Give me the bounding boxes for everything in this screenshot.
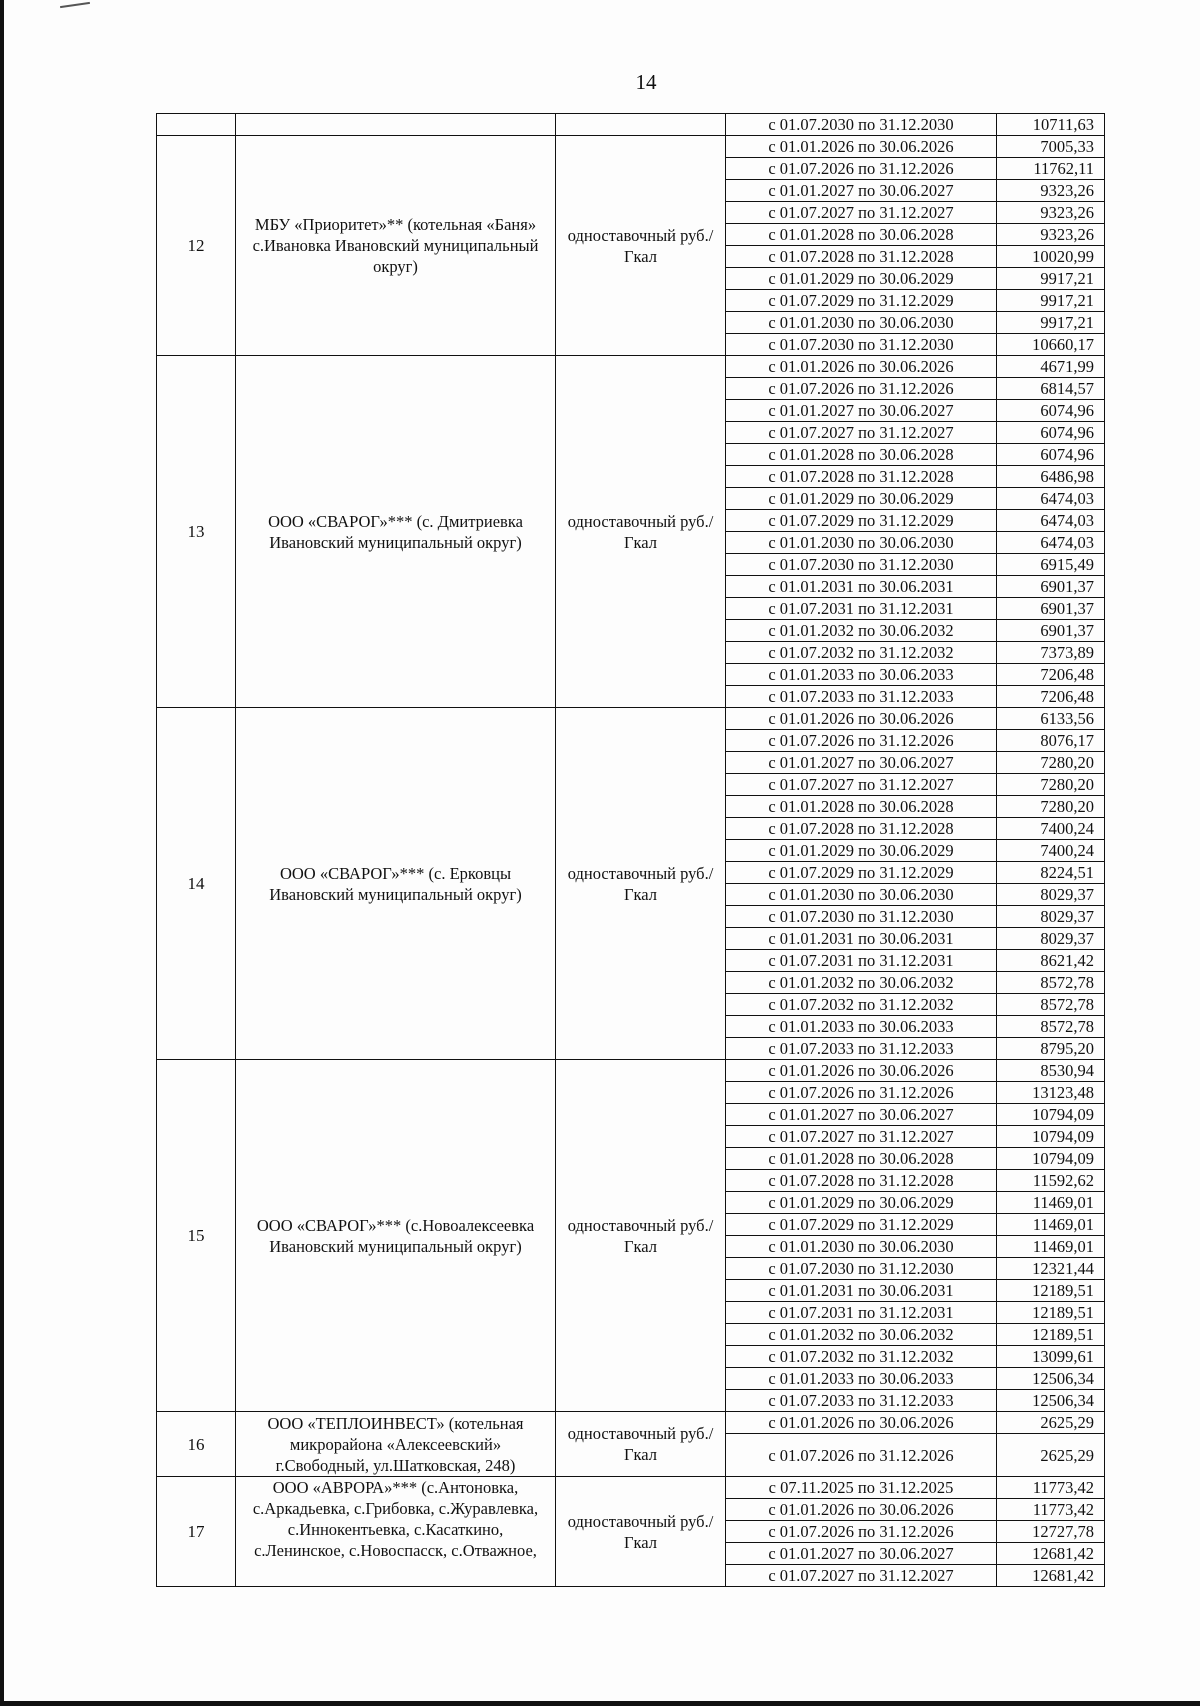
period-cell: с 01.07.2026 по 31.12.2026 — [726, 1434, 997, 1477]
period-cell: с 01.01.2026 по 30.06.2026 — [726, 356, 997, 378]
period-cell: с 01.01.2027 по 30.06.2027 — [726, 180, 997, 202]
value-cell: 8224,51 — [997, 862, 1105, 884]
value-cell: 8029,37 — [997, 928, 1105, 950]
value-cell: 6915,49 — [997, 554, 1105, 576]
period-cell: с 01.07.2027 по 31.12.2027 — [726, 422, 997, 444]
row-number-cell: 16 — [157, 1412, 236, 1477]
scan-left-edge — [0, 0, 4, 1706]
tariff-type-cell: одноставочный руб./Гкал — [556, 1060, 726, 1412]
period-cell: с 01.01.2030 по 30.06.2030 — [726, 312, 997, 334]
period-cell: с 01.01.2032 по 30.06.2032 — [726, 972, 997, 994]
period-cell: с 01.07.2027 по 31.12.2027 — [726, 1126, 997, 1148]
period-cell: с 01.01.2033 по 30.06.2033 — [726, 664, 997, 686]
value-cell: 7373,89 — [997, 642, 1105, 664]
value-cell: 12681,42 — [997, 1543, 1105, 1565]
value-cell: 12506,34 — [997, 1368, 1105, 1390]
scan-speck — [60, 2, 90, 8]
value-cell: 8029,37 — [997, 884, 1105, 906]
period-cell: с 01.07.2033 по 31.12.2033 — [726, 1038, 997, 1060]
value-cell: 6074,96 — [997, 444, 1105, 466]
period-cell: с 01.01.2029 по 30.06.2029 — [726, 1192, 997, 1214]
period-cell: с 01.07.2027 по 31.12.2027 — [726, 202, 997, 224]
value-cell: 8530,94 — [997, 1060, 1105, 1082]
table-row — [157, 1412, 1105, 1434]
value-cell: 7280,20 — [997, 796, 1105, 818]
value-cell: 9323,26 — [997, 224, 1105, 246]
value-cell: 11469,01 — [997, 1192, 1105, 1214]
value-cell: 7206,48 — [997, 664, 1105, 686]
org-cell — [236, 114, 556, 136]
period-cell: с 01.01.2026 по 30.06.2026 — [726, 1499, 997, 1521]
period-cell: с 01.07.2033 по 31.12.2033 — [726, 686, 997, 708]
period-cell: с 01.01.2026 по 30.06.2026 — [726, 1060, 997, 1082]
period-cell: с 01.01.2031 по 30.06.2031 — [726, 928, 997, 950]
period-cell: с 01.07.2027 по 31.12.2027 — [726, 774, 997, 796]
value-cell: 8572,78 — [997, 994, 1105, 1016]
value-cell: 6133,56 — [997, 708, 1105, 730]
period-cell: с 01.07.2028 по 31.12.2028 — [726, 818, 997, 840]
period-cell: с 01.01.2027 по 30.06.2027 — [726, 1104, 997, 1126]
period-cell: с 01.01.2030 по 30.06.2030 — [726, 884, 997, 906]
value-cell: 8572,78 — [997, 1016, 1105, 1038]
organization-cell: МБУ «Приоритет»** (котельная «Баня» с.Ивановка Ивановский муниципальный округ) — [236, 136, 556, 356]
period-cell: с 01.07.2026 по 31.12.2026 — [726, 1521, 997, 1543]
period-cell: с 01.01.2033 по 30.06.2033 — [726, 1368, 997, 1390]
value-cell: 7400,24 — [997, 818, 1105, 840]
period-cell: с 01.01.2029 по 30.06.2029 — [726, 268, 997, 290]
value-cell: 6074,96 — [997, 422, 1105, 444]
value-cell: 9917,21 — [997, 268, 1105, 290]
period-cell: с 01.07.2026 по 31.12.2026 — [726, 1082, 997, 1104]
value-cell: 10020,99 — [997, 246, 1105, 268]
period-cell: с 01.07.2028 по 31.12.2028 — [726, 466, 997, 488]
period-cell: с 01.07.2026 по 31.12.2026 — [726, 730, 997, 752]
period-cell: с 01.07.2030 по 31.12.2030 — [726, 114, 997, 136]
period-cell: с 01.01.2027 по 30.06.2027 — [726, 400, 997, 422]
period-cell: с 01.07.2032 по 31.12.2032 — [726, 642, 997, 664]
table-row — [157, 136, 1105, 158]
value-cell: 7206,48 — [997, 686, 1105, 708]
period-cell: с 01.07.2029 по 31.12.2029 — [726, 290, 997, 312]
table-row — [157, 708, 1105, 730]
value-cell: 11592,62 — [997, 1170, 1105, 1192]
period-cell: с 01.01.2027 по 30.06.2027 — [726, 752, 997, 774]
period-cell: с 01.07.2030 по 31.12.2030 — [726, 1258, 997, 1280]
organization-cell: ООО «ТЕПЛОИНВЕСТ» (котельная микрорайона «Алексеевский» г.Свободный, ул.Шатковская, 248) — [236, 1412, 556, 1477]
value-cell: 13123,48 — [997, 1082, 1105, 1104]
num-cell — [157, 114, 236, 136]
value-cell: 11469,01 — [997, 1214, 1105, 1236]
row-number-cell: 12 — [157, 136, 236, 356]
value-cell: 12189,51 — [997, 1324, 1105, 1346]
period-cell: с 01.07.2031 по 31.12.2031 — [726, 598, 997, 620]
period-cell: с 01.07.2030 по 31.12.2030 — [726, 334, 997, 356]
row-number-cell: 14 — [157, 708, 236, 1060]
value-cell: 8572,78 — [997, 972, 1105, 994]
period-cell: с 01.07.2028 по 31.12.2028 — [726, 1170, 997, 1192]
value-cell: 9323,26 — [997, 180, 1105, 202]
period-cell: с 01.01.2027 по 30.06.2027 — [726, 1543, 997, 1565]
period-cell: с 01.01.2026 по 30.06.2026 — [726, 708, 997, 730]
value-cell: 7005,33 — [997, 136, 1105, 158]
period-cell: с 01.01.2028 по 30.06.2028 — [726, 444, 997, 466]
organization-cell: ООО «СВАРОГ»*** (с. Ерковцы Ивановский муниципальный округ) — [236, 708, 556, 1060]
table-row — [157, 1060, 1105, 1082]
period-cell: с 01.01.2028 по 30.06.2028 — [726, 1148, 997, 1170]
period-cell: с 01.07.2026 по 31.12.2026 — [726, 378, 997, 400]
row-number-cell: 17 — [157, 1477, 236, 1587]
value-cell: 8795,20 — [997, 1038, 1105, 1060]
table-row — [157, 1477, 1105, 1499]
tariff-type-cell: одноставочный руб./Гкал — [556, 136, 726, 356]
value-cell: 6901,37 — [997, 598, 1105, 620]
period-cell: с 01.01.2030 по 30.06.2030 — [726, 1236, 997, 1258]
value-cell: 8621,42 — [997, 950, 1105, 972]
value-cell: 10794,09 — [997, 1148, 1105, 1170]
value-cell: 8076,17 — [997, 730, 1105, 752]
row-number-cell: 13 — [157, 356, 236, 708]
value-cell: 6486,98 — [997, 466, 1105, 488]
tariff-type-cell: одноставочный руб./Гкал — [556, 1477, 726, 1587]
period-cell: с 01.07.2029 по 31.12.2029 — [726, 510, 997, 532]
row-number-cell: 15 — [157, 1060, 236, 1412]
period-cell: с 01.01.2029 по 30.06.2029 — [726, 840, 997, 862]
value-cell: 10794,09 — [997, 1126, 1105, 1148]
value-cell: 6901,37 — [997, 620, 1105, 642]
period-cell: с 01.01.2033 по 30.06.2033 — [726, 1016, 997, 1038]
value-cell: 12506,34 — [997, 1390, 1105, 1412]
period-cell: с 01.01.2032 по 30.06.2032 — [726, 1324, 997, 1346]
value-cell: 9323,26 — [997, 202, 1105, 224]
value-cell: 6901,37 — [997, 576, 1105, 598]
page-number: 14 — [635, 70, 657, 94]
period-cell: с 01.07.2031 по 31.12.2031 — [726, 950, 997, 972]
value-cell: 6814,57 — [997, 378, 1105, 400]
type-cell — [556, 114, 726, 136]
value-cell: 9917,21 — [997, 312, 1105, 334]
table-row-continuation — [157, 114, 1105, 136]
period-cell: с 01.07.2028 по 31.12.2028 — [726, 246, 997, 268]
organization-cell: ООО «АВРОРА»*** (с.Антоновка, с.Аркадьевка, с.Грибовка, с.Журавлевка, с.Иннокентьевка, с.Касаткино, с.Ленинское, с.Новоспасск, с.Отважное, — [236, 1477, 556, 1587]
period-cell: с 01.07.2030 по 31.12.2030 — [726, 906, 997, 928]
value-cell: 10660,17 — [997, 334, 1105, 356]
tariff-type-cell: одноставочный руб./Гкал — [556, 356, 726, 708]
tariff-type-cell: одноставочный руб./Гкал — [556, 1412, 726, 1477]
period-cell: с 01.07.2032 по 31.12.2032 — [726, 994, 997, 1016]
value-cell: 2625,29 — [997, 1434, 1105, 1477]
value-cell: 12189,51 — [997, 1302, 1105, 1324]
period-cell: с 01.07.2033 по 31.12.2033 — [726, 1390, 997, 1412]
value-cell: 8029,37 — [997, 906, 1105, 928]
value-cell: 7400,24 — [997, 840, 1105, 862]
value-cell: 12681,42 — [997, 1565, 1105, 1587]
value-cell: 12321,44 — [997, 1258, 1105, 1280]
value-cell: 11773,42 — [997, 1477, 1105, 1499]
period-cell: с 01.07.2030 по 31.12.2030 — [726, 554, 997, 576]
period-cell: с 01.07.2029 по 31.12.2029 — [726, 1214, 997, 1236]
value-cell: 7280,20 — [997, 752, 1105, 774]
value-cell: 6474,03 — [997, 532, 1105, 554]
table-row — [157, 356, 1105, 378]
period-cell: с 01.01.2031 по 30.06.2031 — [726, 1280, 997, 1302]
value-cell: 2625,29 — [997, 1412, 1105, 1434]
value-cell: 11762,11 — [997, 158, 1105, 180]
organization-cell: ООО «СВАРОГ»*** (с. Дмитриевка Ивановский муниципальный округ) — [236, 356, 556, 708]
value-cell: 7280,20 — [997, 774, 1105, 796]
value-cell: 6074,96 — [997, 400, 1105, 422]
period-cell: с 01.01.2028 по 30.06.2028 — [726, 796, 997, 818]
period-cell: с 01.07.2032 по 31.12.2032 — [726, 1346, 997, 1368]
period-cell: с 01.01.2030 по 30.06.2030 — [726, 532, 997, 554]
period-cell: с 01.01.2026 по 30.06.2026 — [726, 136, 997, 158]
value-cell: 13099,61 — [997, 1346, 1105, 1368]
value-cell: 4671,99 — [997, 356, 1105, 378]
period-cell: с 01.01.2029 по 30.06.2029 — [726, 488, 997, 510]
period-cell: с 01.01.2031 по 30.06.2031 — [726, 576, 997, 598]
organization-cell: ООО «СВАРОГ»*** (с.Новоалексеевка Ивановский муниципальный округ) — [236, 1060, 556, 1412]
value-cell: 10711,63 — [997, 114, 1105, 136]
value-cell: 10794,09 — [997, 1104, 1105, 1126]
value-cell: 12189,51 — [997, 1280, 1105, 1302]
period-cell: с 01.07.2026 по 31.12.2026 — [726, 158, 997, 180]
value-cell: 12727,78 — [997, 1521, 1105, 1543]
period-cell: с 01.07.2029 по 31.12.2029 — [726, 862, 997, 884]
tariff-table — [156, 113, 1105, 1587]
scan-bottom-edge — [0, 1701, 1200, 1706]
value-cell: 6474,03 — [997, 510, 1105, 532]
period-cell: с 07.11.2025 по 31.12.2025 — [726, 1477, 997, 1499]
tariff-type-cell: одноставочный руб./Гкал — [556, 708, 726, 1060]
value-cell: 11469,01 — [997, 1236, 1105, 1258]
value-cell: 11773,42 — [997, 1499, 1105, 1521]
period-cell: с 01.01.2032 по 30.06.2032 — [726, 620, 997, 642]
value-cell: 6474,03 — [997, 488, 1105, 510]
period-cell: с 01.01.2028 по 30.06.2028 — [726, 224, 997, 246]
period-cell: с 01.07.2027 по 31.12.2027 — [726, 1565, 997, 1587]
period-cell: с 01.01.2026 по 30.06.2026 — [726, 1412, 997, 1434]
period-cell: с 01.07.2031 по 31.12.2031 — [726, 1302, 997, 1324]
value-cell: 9917,21 — [997, 290, 1105, 312]
